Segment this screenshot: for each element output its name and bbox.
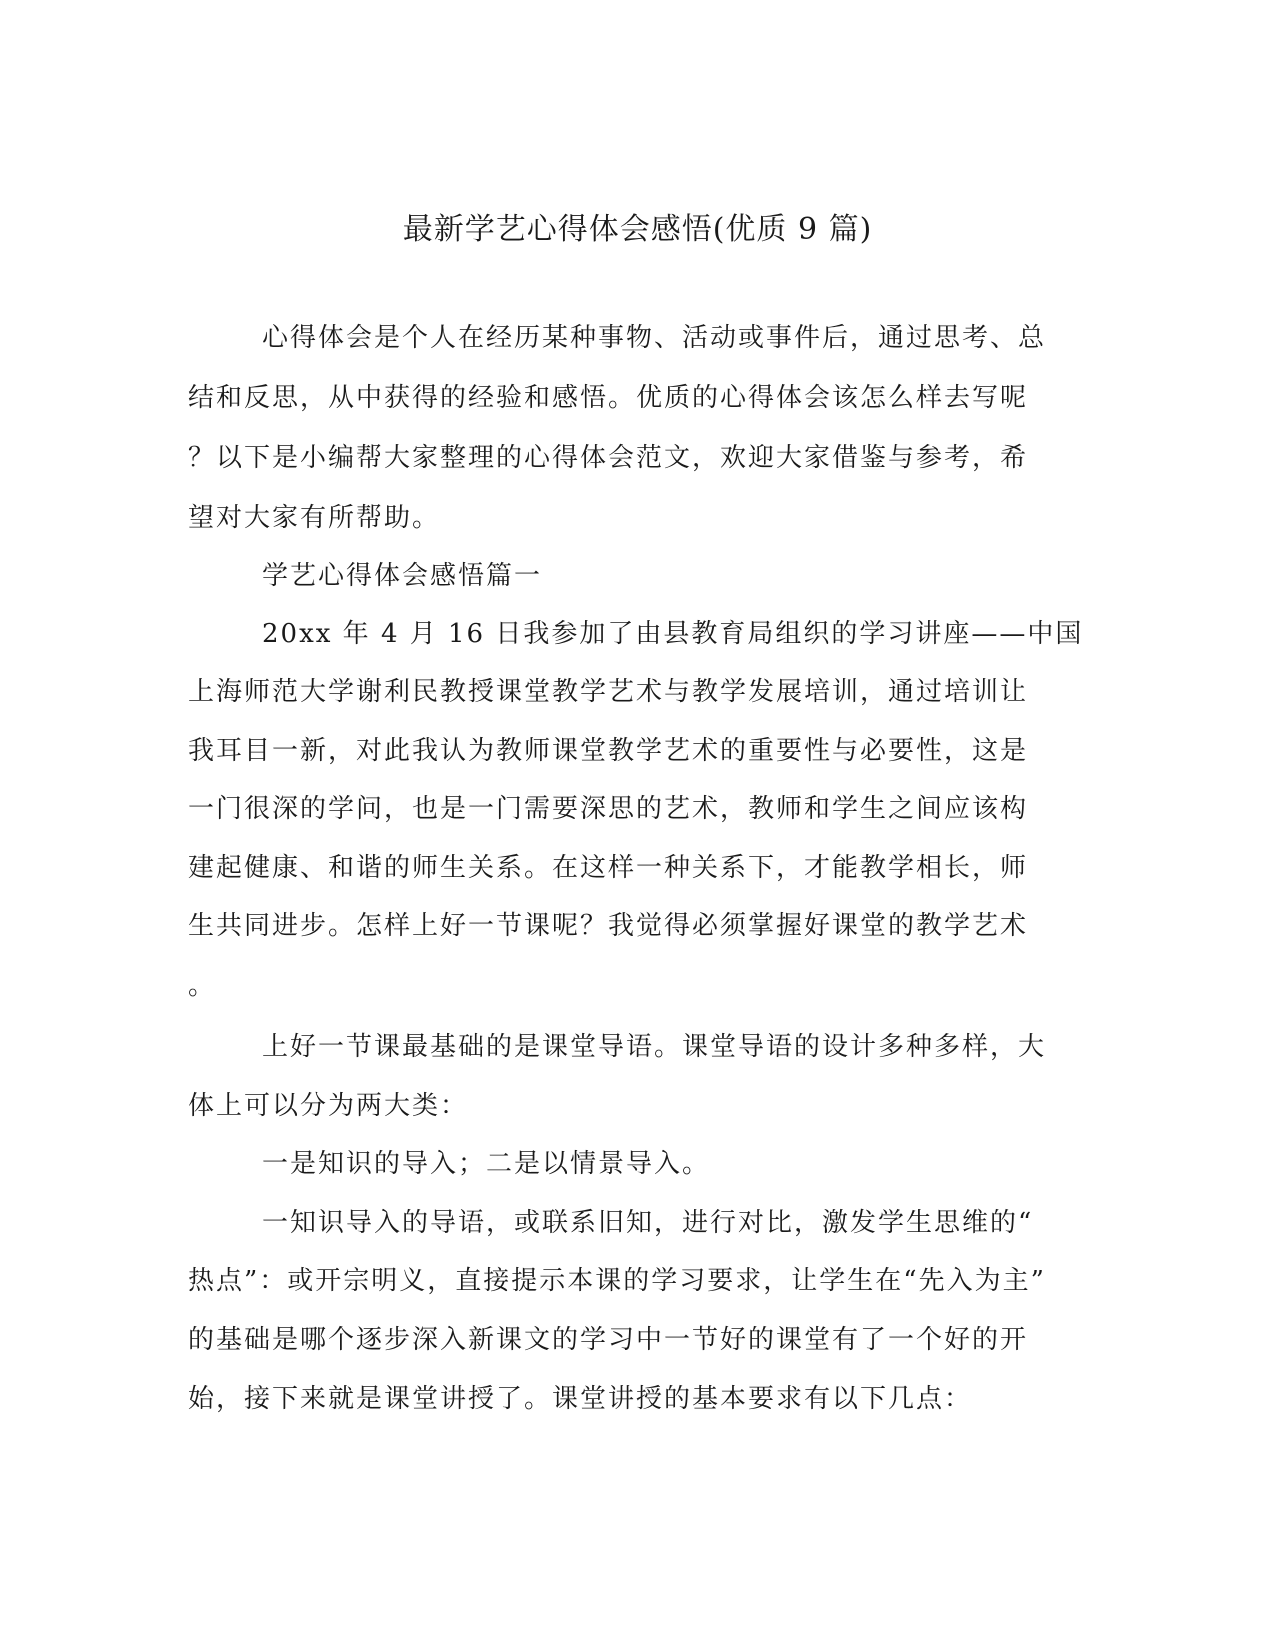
paragraph-line: 20xx 年 4 月 16 日我参加了由县教育局组织的学习讲座——中国 xyxy=(262,619,1084,649)
paragraph-line: 体上可以分为两大类： xyxy=(188,1091,469,1121)
paragraph-line: 我耳目一新，对此我认为教师课堂教学艺术的重要性与必要性，这是 xyxy=(188,736,1029,766)
paragraph-line: 的基础是哪个逐步深入新课文的学习中一节好的课堂有了一个好的开 xyxy=(188,1325,1029,1355)
paragraph-line: 一门很深的学问，也是一门需要深思的艺术，教师和学生之间应该构 xyxy=(188,794,1029,824)
paragraph-line: 一是知识的导入；二是以情景导入。 xyxy=(262,1149,711,1179)
paragraph-line: 上海师范大学谢利民教授课堂教学艺术与教学发展培训，通过培训让 xyxy=(188,677,1029,707)
paragraph-line: 一知识导入的导语，或联系旧知，进行对比，激发学生思维的“ xyxy=(262,1208,1034,1238)
document-title: 最新学艺心得体会感悟(优质 9 篇) xyxy=(402,212,873,247)
paragraph-line: ？以下是小编帮大家整理的心得体会范文，欢迎大家借鉴与参考，希 xyxy=(188,443,1029,473)
paragraph-line: 生共同进步。怎样上好一节课呢？我觉得必须掌握好课堂的教学艺术 xyxy=(188,911,1029,941)
paragraph-line: 结和反思，从中获得的经验和感悟。优质的心得体会该怎么样去写呢 xyxy=(188,383,1029,413)
paragraph-line: 。 xyxy=(188,971,217,1001)
paragraph-line: 上好一节课最基础的是课堂导语。课堂导语的设计多种多样，大 xyxy=(262,1032,1047,1062)
section-heading: 学艺心得体会感悟篇一 xyxy=(262,561,543,591)
paragraph-line: 望对大家有所帮助。 xyxy=(188,503,441,533)
paragraph-line: 心得体会是个人在经历某种事物、活动或事件后，通过思考、总 xyxy=(262,323,1047,353)
paragraph-line: 热点”：或开宗明义，直接提示本课的学习要求，让学生在“先入为主” xyxy=(188,1266,1046,1296)
paragraph-line: 建起健康、和谐的师生关系。在这样一种关系下，才能教学相长，师 xyxy=(188,853,1029,883)
paragraph-line: 始，接下来就是课堂讲授了。课堂讲授的基本要求有以下几点： xyxy=(188,1384,973,1414)
